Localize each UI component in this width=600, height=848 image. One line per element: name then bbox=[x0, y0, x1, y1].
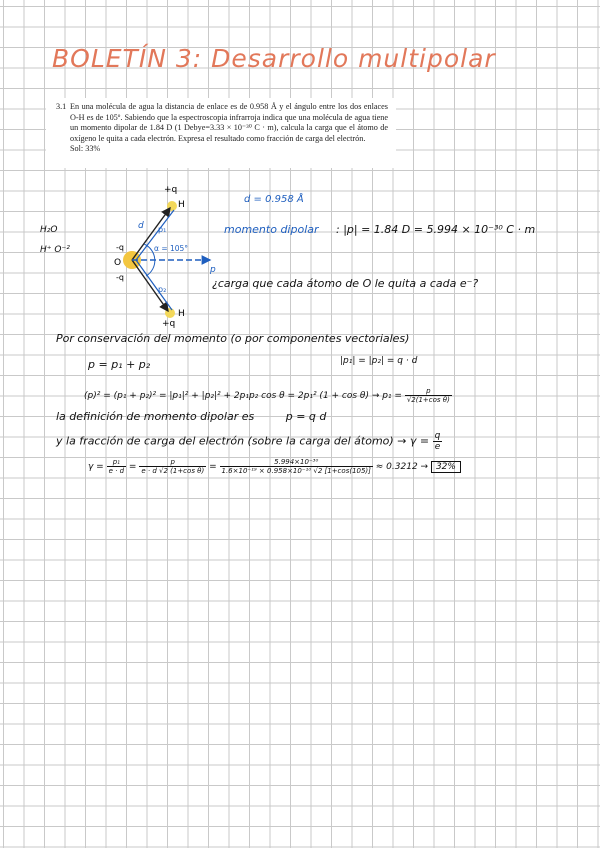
bottom-charge-label: +q bbox=[162, 319, 176, 329]
ions-label: H⁺ O⁻² bbox=[40, 245, 70, 255]
equal-magnitude-eq: |p₁| = |p₂| = q · d bbox=[340, 356, 418, 366]
o-label: O bbox=[114, 258, 122, 268]
result-value: ≈ 0.3212 → bbox=[375, 462, 429, 472]
p1-label: p₁ bbox=[158, 225, 167, 234]
page-title: BOLETÍN 3: Desarrollo multipolar bbox=[52, 44, 496, 73]
definition-note: la definición de momento dipolar es p = q d bbox=[56, 410, 327, 423]
angle-label: α = 105° bbox=[154, 244, 189, 253]
conservation-note: Por conservación del momento (o por componentes vectoriales) bbox=[56, 332, 410, 345]
problem-number: 3.1 bbox=[56, 102, 67, 111]
o-charge-bottom: -q bbox=[116, 273, 124, 282]
vector-sum-eq: p = p₁ + p₂ bbox=[88, 358, 151, 371]
distance-note: d = 0.958 Å bbox=[244, 194, 304, 205]
o-charge-top: -q bbox=[116, 243, 124, 252]
definition-eq: p = q d bbox=[285, 410, 327, 423]
problem-solution: Sol: 33% bbox=[70, 144, 101, 154]
dipole-equation: : |p| = 1.84 D = 5.994 × 10⁻³⁰ C · m bbox=[336, 223, 536, 236]
question-note: ¿carga que cada átomo de O le quita a cada e⁻? bbox=[212, 277, 479, 290]
p1-frac-den: √2(1+cos θ) bbox=[406, 396, 450, 404]
problem-text: En una molécula de agua la distancia de enlace es de 0.958 Å y el ángulo entre los dos enlaces O-H es de 105º. Sabiendo que la espectroscopia infrarroja indica que una molécula de agua tiene un momento dipolar de 1.84 D (1 Debye=3.33 × 10⁻³⁰ C · m), calcula la carga que el átomo de oxígeno le quita a cada electrón. Expresa el resultado como fracción de carga del electrón. bbox=[70, 102, 388, 143]
d-label: d bbox=[138, 221, 144, 231]
formula-h2o: H₂O bbox=[40, 225, 58, 235]
fraction-note: y la fracción de carga del electrón (sobre la carga del átomo) → γ = $\frac{q}{e}$ bbox=[56, 431, 441, 452]
final-calculation: γ = $\frac{\text{p₁}}{e \cdot d}$ = $\frac{p}{\text{e · d √2 (1+cos θ)}}$ = $\frac{\text{5.994×10⁻³⁰}}{\text{1.6×10⁻¹⁹ × 0.958×10⁻¹⁰ √2 [1+cos(105)]}}$ ≈ 0.3212 → 32% bbox=[88, 458, 461, 475]
h-bottom-label: H bbox=[178, 309, 185, 319]
water-molecule-diagram bbox=[40, 180, 220, 330]
square-expansion-eq: (p)² = (p₁ + p₂)² = |p₁|² + |p₂|² + 2p₁p₂ cos θ = 2p₁² (1 + cos θ) → p₁ = $\frac{p}{\text{√2(1+cos θ)}}$ bbox=[84, 387, 450, 404]
p-total-label: p bbox=[210, 265, 216, 275]
gamma-den: e bbox=[434, 442, 441, 452]
top-charge-label: +q bbox=[164, 185, 178, 195]
dipole-label: momento dipolar bbox=[224, 223, 319, 236]
gamma-num: q bbox=[434, 431, 441, 441]
p2-label: p₂ bbox=[158, 285, 167, 294]
h-top-label: H bbox=[178, 200, 185, 210]
problem-statement bbox=[46, 98, 396, 168]
p1-frac-num: p bbox=[405, 387, 452, 396]
answer-box: 32% bbox=[431, 461, 461, 473]
